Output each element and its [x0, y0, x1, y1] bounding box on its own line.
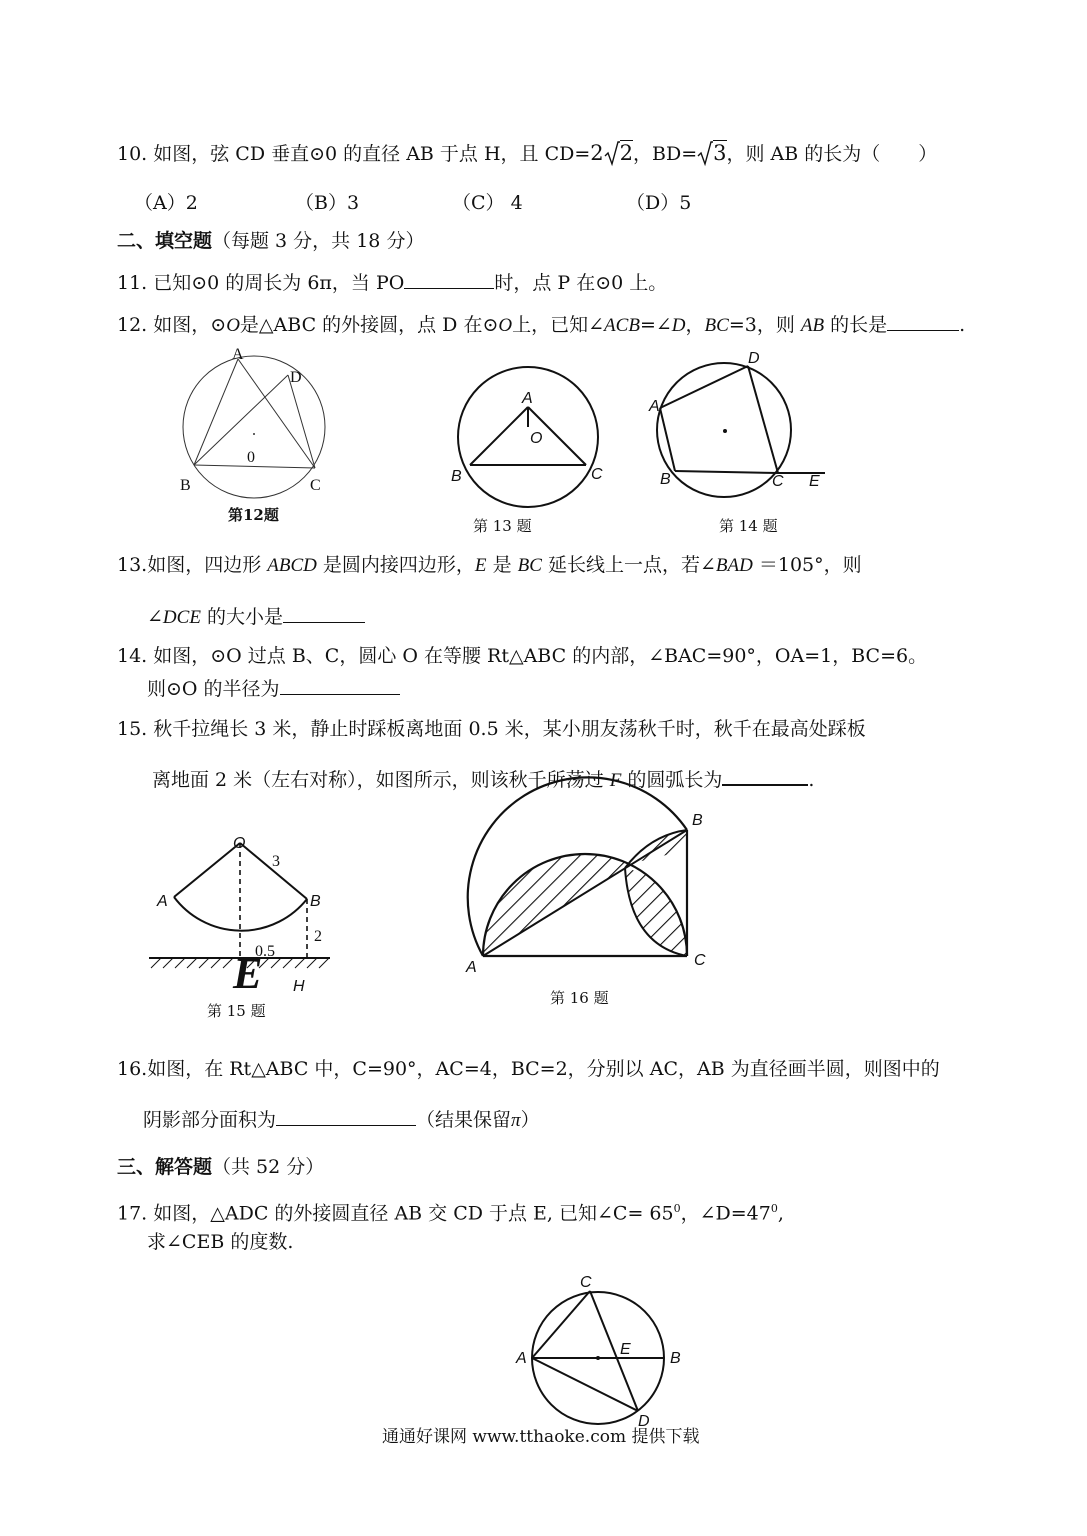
- sqrt-sign-icon: [697, 141, 713, 167]
- label-o: 0: [247, 449, 255, 466]
- figure-13-caption: 第 13 题: [473, 517, 532, 535]
- question-15-line1: 15. 秋千拉绳长 3 米，静止时踩板离地面 0.5 米，某小朋友荡秋千时，秋千在最高处踩板: [117, 718, 866, 740]
- label-c: C: [580, 1274, 592, 1291]
- label-c: C: [772, 473, 784, 490]
- question-13-line1: 13.如图，四边形 ABCD 是圆内接四边形，E 是 BC 延长线上一点，若∠BAD ＝105°，则: [117, 554, 862, 576]
- figure-15-caption: 第 15 题: [207, 1002, 266, 1020]
- answer-blank: [276, 1105, 416, 1126]
- question-16-line1: 16.如图，在 Rt△ABC 中，C=90°，AC=4，BC=2，分别以 AC，AB 为直径画半圆，则图中的: [117, 1058, 940, 1080]
- question-16-line2: 阴影部分面积为 （结果保留π）: [143, 1105, 540, 1134]
- figure-14-caption: 第 14 题: [719, 517, 778, 535]
- cd-value: 2 2: [590, 141, 634, 165]
- option-b: （B）3: [295, 192, 360, 214]
- answer-blank: [404, 268, 494, 289]
- page-footer: 通通好课网 www.tthaoke.com 提供下载: [382, 1427, 700, 1447]
- label-d: D: [748, 350, 760, 367]
- label-b: B: [180, 477, 191, 494]
- option-a: （A）2: [134, 192, 198, 214]
- figure-14: [645, 345, 845, 535]
- label-d: D: [290, 369, 302, 386]
- question-12: 12. 如图，⊙O是△ABC 的外接圆，点 D 在⊙O上，已知∠ACB=∠D，BC=3，则 AB 的长是 .: [117, 310, 965, 339]
- section-3-heading: 三、解答题（共 52 分）: [117, 1156, 325, 1178]
- label-b: B: [310, 893, 321, 910]
- question-17-line2: 求∠CEB 的度数.: [147, 1231, 294, 1253]
- figure-12: [170, 342, 340, 532]
- section-2-heading: 二、填空题（每题 3 分，共 18 分）: [117, 230, 425, 252]
- label-height: 2: [314, 928, 322, 945]
- label-e: E: [233, 949, 263, 998]
- question-10-stem: 10. 如图，弦 CD 垂直⊙0 的直径 AB 于点 H，且 CD=2 2，BD= 3，则 AB 的长为（ ）: [117, 141, 938, 165]
- label-base-height: 0.5: [255, 943, 275, 960]
- label-a: A: [157, 893, 168, 910]
- label-a: A: [232, 346, 244, 363]
- question-14-line2: 则⊙O 的半径为: [147, 674, 400, 702]
- answer-blank: [283, 602, 365, 623]
- figure-16-caption: 第 16 题: [550, 989, 609, 1007]
- option-c: （C） 4: [452, 192, 523, 214]
- sqrt-sign-icon: [604, 141, 620, 167]
- question-15-line2: 离地面 2 米（左右对称），如图所示，则该秋千所荡过 F 的圆弧长为 .: [152, 764, 814, 794]
- label-c: C: [694, 952, 706, 969]
- label-b: B: [451, 468, 462, 485]
- label-c: C: [591, 466, 603, 483]
- figure-12-caption: 第12题: [228, 506, 279, 524]
- question-17-line1: 17. 如图，△ADC 的外接圆直径 AB 交 CD 于点 E, 已知∠C= $65^0$，$\angle D=47^0$,: [117, 1202, 784, 1225]
- option-d: （D）5: [626, 192, 692, 214]
- label-e: E: [620, 1341, 631, 1358]
- answer-blank: [280, 674, 400, 695]
- label-b: B: [692, 812, 703, 829]
- label-o: O: [530, 430, 543, 447]
- label-a: A: [516, 1350, 527, 1367]
- question-13-line2: ∠DCE 的大小是: [147, 602, 365, 631]
- answer-blank: [722, 764, 808, 786]
- bd-value: 3: [697, 141, 726, 165]
- label-b: B: [660, 471, 671, 488]
- label-a: A: [649, 398, 660, 415]
- label-rope-length: 3: [272, 853, 280, 870]
- question-14-line1: 14. 如图，⊙O 过点 B、C，圆心 O 在等腰 Rt△ABC 的内部，∠BAC=90°，OA=1，BC=6。: [117, 645, 928, 667]
- label-c: C: [310, 477, 321, 494]
- answer-blank: [887, 310, 959, 331]
- label-o: O: [233, 835, 246, 852]
- question-11: 11. 已知⊙0 的周长为 6π，当 PO 时，点 P 在⊙0 上。: [117, 268, 667, 296]
- label-d: D: [638, 1413, 650, 1430]
- label-h: H: [293, 978, 305, 995]
- label-b: B: [670, 1350, 681, 1367]
- label-a: A: [466, 959, 477, 976]
- figure-17: [510, 1270, 690, 1430]
- figure-16: [460, 805, 725, 1015]
- label-e: E: [809, 473, 820, 490]
- label-a: A: [522, 390, 533, 407]
- figure-15: [145, 828, 335, 1028]
- figure-13: [440, 345, 620, 535]
